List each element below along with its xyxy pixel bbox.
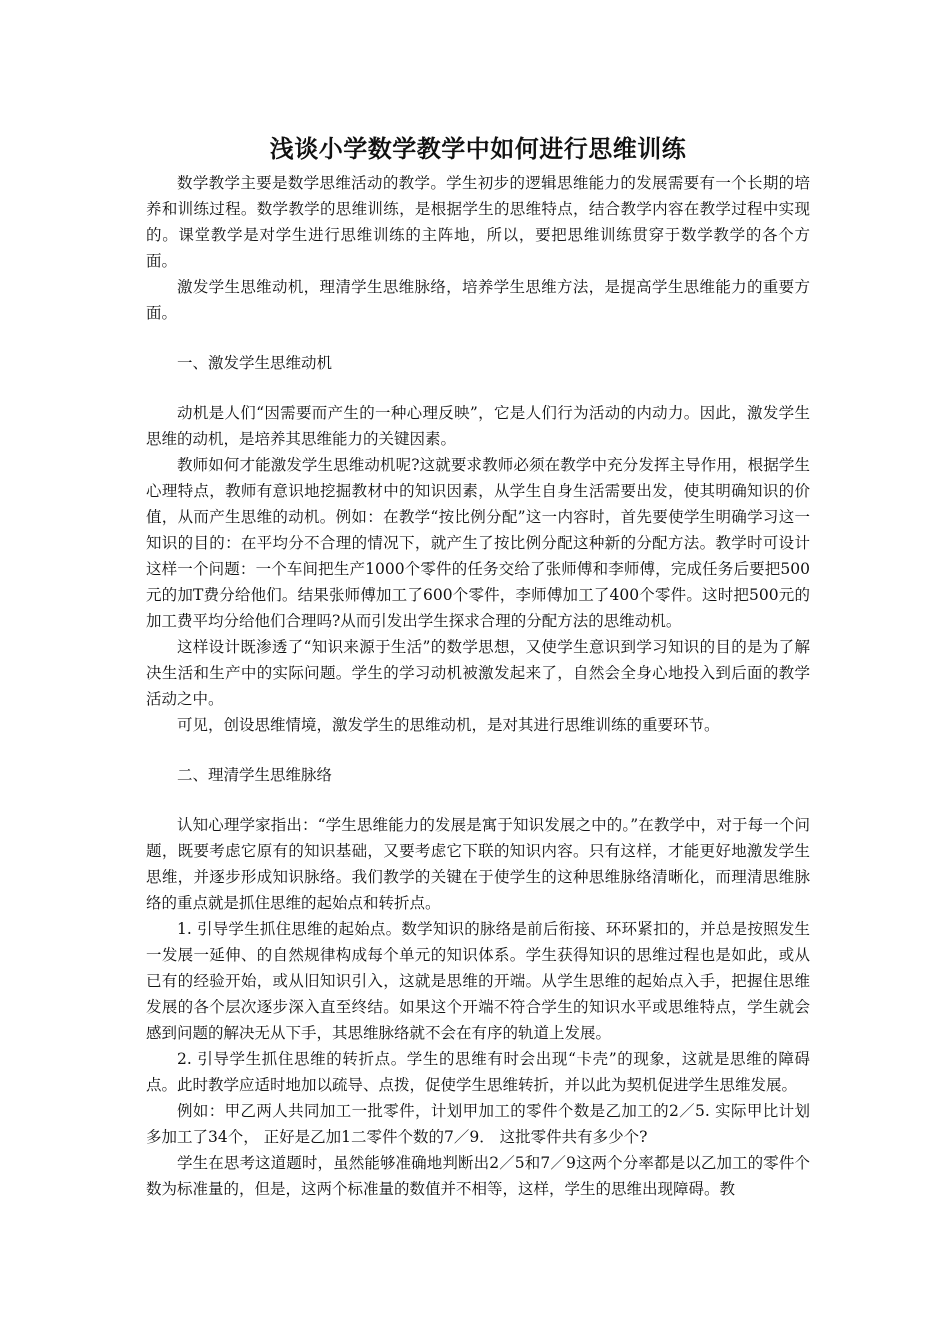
section-heading-2: 二、理清学生思维脉络 [177, 766, 333, 784]
intro-paragraph: 激发学生思维动机，理清学生思维脉络，培养学生思维方法，是提高学生思维能力的重要方面。 [146, 278, 810, 322]
section2-paragraph: 认知心理学家指出：“学生思维能力的发展是寓于知识发展之中的。”在教学中，对于每一个问题，既要考虑它原有的知识基础，又要考虑它下联的知识内容。只有这样，才能更好地激发学生思维，并逐步形成知识脉络。我们教学的关键在于使学生的这种思维脉络清晰化，而理清思维脉络的重点就是抓住思维的起始点和转折点。 [146, 816, 810, 912]
section1-paragraph: 教师如何才能激发学生思维动机呢?这就要求教师必须在教学中充分发挥主导作用，根据学生心理特点，教师有意识地挖掘教材中的知识因素，从学生自身生活需要出发，使其明确知识的价值，从而产生思维的动机。例如：在教学“按比例分配”这一内容时，首先要使学生明确学习这一知识的目的：在平均分不合理的情况下，就产生了按比例分配这种新的分配方法。教学时可设计这样一个问题：一个车间把生产1000个零件的任务交给了张师傅和李师傅，完成任务后要把500元的加T费分给他们。结果张师傅加工了600个零件，李师傅加工了400个零件。这时把500元的加工费平均分给他们合理吗?从而引发出学生探求合理的分配方法的思维动机。 [146, 456, 810, 630]
section2-paragraph: 例如：甲乙两人共同加工一批零件，计划甲加工的零件个数是乙加工的2／5. 实际甲比计划多加工了34个， 正好是乙加1二零件个数的7／9． 这批零件共有多少个? [146, 1102, 810, 1146]
section-heading-1: 一、激发学生思维动机 [177, 354, 333, 372]
document-title: 浅谈小学数学教学中如何进行思维训练 [269, 135, 687, 163]
section1-paragraph: 这样设计既渗透了“知识来源于生活”的数学思想，又使学生意识到学习知识的目的是为了解决生活和生产中的实际问题。学生的学习动机被激发起来了，自然会全身心地投入到后面的教学活动之中。 [146, 638, 810, 708]
intro-paragraph: 数学教学主要是数学思维活动的教学。学生初步的逻辑思维能力的发展需要有一个长期的培养和训练过程。数学教学的思维训练，是根据学生的思维特点，结合教学内容在教学过程中实现的。课堂教学是对学生进行思维训练的主阵地，所以，要把思维训练贯穿于数学教学的各个方面。 [146, 174, 810, 270]
section2-paragraph: 2. 引导学生抓住思维的转折点。学生的思维有时会出现“卡壳”的现象，这就是思维的障碍点。此时教学应适时地加以疏导、点拨，促使学生思维转折，并以此为契机促进学生思维发展。 [146, 1050, 810, 1094]
document-body [146, 170, 810, 1202]
section2-paragraph: 1. 引导学生抓住思维的起始点。数学知识的脉络是前后衔接、环环紧扣的，并总是按照发生一发展一延伸、的自然规律构成每个单元的知识体系。学生获得知识的思维过程也是如此，或从已有的经验开始，或从旧知识引入，这就是思维的开端。从学生思维的起始点入手，把握住思维发展的各个层次逐步深入直至终结。如果这个开端不符合学生的知识水平或思维特点，学生就会感到问题的解决无从下手，其思维脉络就不会在有序的轨道上发展。 [146, 920, 810, 1042]
section1-paragraph: 可见，创设思维情境，激发学生的思维动机，是对其进行思维训练的重要环节。 [177, 716, 720, 734]
section1-paragraph: 动机是人们“因需要而产生的一种心理反映”，它是人们行为活动的内动力。因此，激发学生思维的动机，是培养其思维能力的关键因素。 [146, 404, 810, 448]
section2-paragraph: 学生在思考这道题时，虽然能够准确地判断出2／5和7／9这两个分率都是以乙加工的零件个数为标准量的，但是，这两个标准量的数值并不相等，这样，学生的思维出现障碍。教 [146, 1154, 810, 1198]
